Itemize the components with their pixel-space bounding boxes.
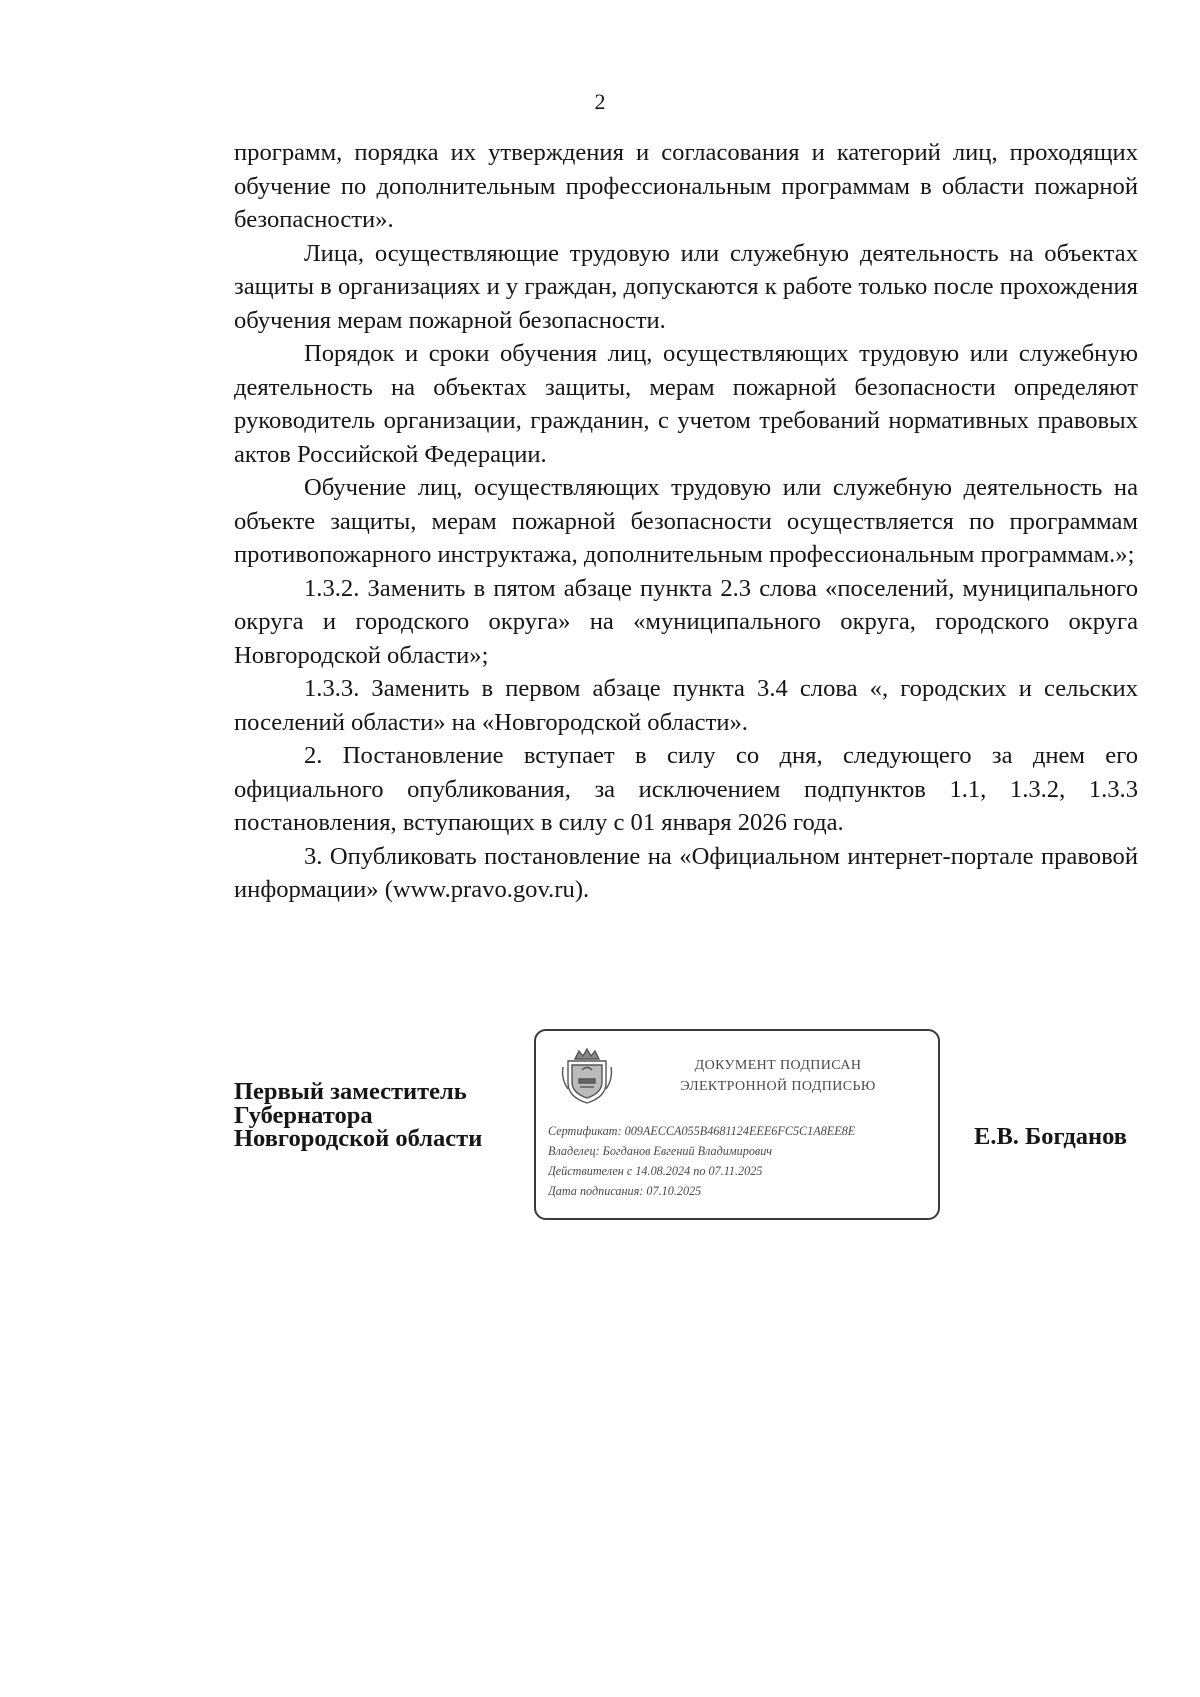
paragraph-persons-admission: Лица, осуществляющие трудовую или служебную деятельность на объектах защиты в организациях и у граждан, допускаются к работе только после прохождения обучения мерам пожарной безопасности. bbox=[234, 239, 1138, 334]
paragraph-training-procedure: Порядок и сроки обучения лиц, осуществляющих трудовую или служебную деятельность на объектах защиты, мерам пожарной безопасности определяют руководитель организации, гражданин, с учетом требований нормативных правовых актов Российской Федерации. bbox=[234, 340, 1138, 468]
page-number: 2 bbox=[594, 89, 606, 114]
paragraph-item-3-publication: 3. Опубликовать постановление на «Официальном интернет-портале правовой информации» (www.pravo.gov.ru). bbox=[234, 842, 1138, 903]
stamp-heading bbox=[628, 1055, 928, 1097]
document-body bbox=[234, 136, 1138, 907]
paragraph-item-1-3-3: 1.3.3. Заменить в первом абзаце пункта 3.4 слова «, городских и сельских поселений области» на «Новгородской области». bbox=[234, 675, 1138, 736]
coat-of-arms-icon bbox=[560, 1045, 614, 1105]
stamp-heading-line: ЭЛЕКТРОННОЙ ПОДПИСЬЮ bbox=[680, 1079, 876, 1094]
paragraph-training-programs: Обучение лиц, осуществляющих трудовую или служебную деятельность на объекте защиты, мерам пожарной безопасности осуществляется по программам противопожарного инструктажа, дополнительным профессиональным программам.»; bbox=[234, 474, 1138, 568]
stamp-owner: Владелец: Богданов Евгений Владимирович bbox=[548, 1144, 773, 1158]
signer-name: Е.В. Богданов bbox=[974, 1123, 1128, 1150]
signer-position bbox=[234, 1080, 482, 1151]
paragraph-item-2-entry-into-force: 2. Постановление вступает в силу со дня, следующего за днем его официального опубликования, за исключением подпунктов 1.1, 1.3.2, 1.3.3 постановления, вступающих в силу с 01 января 2026 года. bbox=[234, 742, 1138, 836]
electronic-signature-stamp bbox=[534, 1029, 940, 1220]
stamp-heading-line: ДОКУМЕНТ ПОДПИСАН bbox=[694, 1058, 862, 1073]
signer-position-line: Первый заместитель bbox=[234, 1078, 467, 1105]
signer-position-line: Губернатора bbox=[234, 1101, 373, 1129]
stamp-validity: Действителен с 14.08.2024 по 07.11.2025 bbox=[548, 1164, 763, 1178]
stamp-signing-date: Дата подписания: 07.10.2025 bbox=[548, 1184, 702, 1198]
stamp-certificate: Сертификат: 009AECCA055B4681124EEE6FC5C1A8EE8E bbox=[548, 1124, 856, 1138]
signer-position-line: Новгородской области bbox=[234, 1125, 483, 1152]
stamp-details bbox=[548, 1121, 938, 1201]
paragraph-continuation: программ, порядка их утверждения и согласования и категорий лиц, проходящих обучение по дополнительным профессиональным программам в области пожарной безопасности». bbox=[234, 139, 1138, 233]
paragraph-item-1-3-2: 1.3.2. Заменить в пятом абзаце пункта 2.3 слова «поселений, муниципального округа и городского округа» на «муниципального округа, городского округа Новгородской области»; bbox=[234, 574, 1138, 669]
